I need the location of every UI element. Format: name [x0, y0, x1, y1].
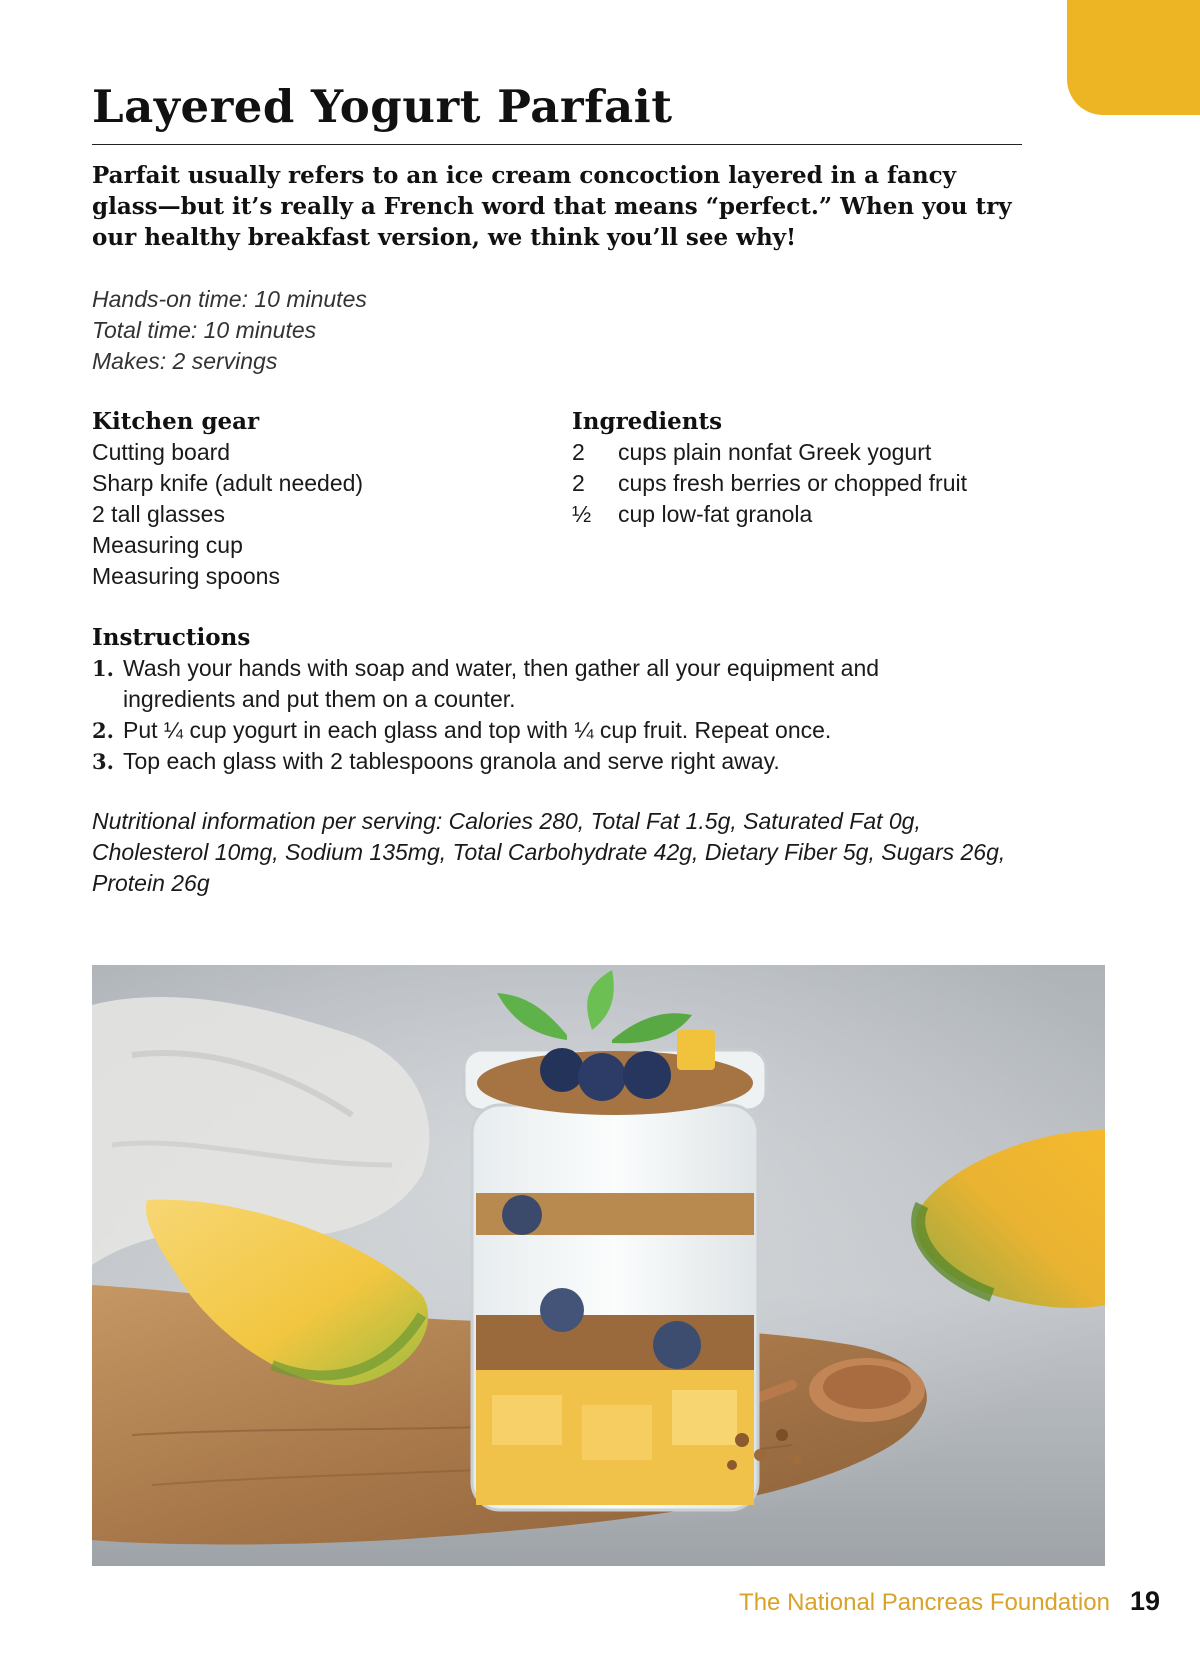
ingredient-text: cups plain nonfat Greek yogurt — [618, 439, 932, 465]
instruction-step — [92, 653, 992, 715]
servings: Makes: 2 servings — [92, 348, 278, 374]
instructions-heading: Instructions — [92, 624, 251, 651]
recipe-meta — [92, 284, 367, 377]
ingredient-row — [572, 499, 967, 530]
kitchen-gear-heading: Kitchen gear — [92, 408, 260, 435]
gear-item: Cutting board — [92, 439, 231, 465]
corner-tab — [1067, 0, 1200, 115]
kitchen-gear-section — [92, 406, 363, 592]
gear-item: Measuring spoons — [92, 563, 280, 589]
ingredient-qty: 2 — [572, 439, 585, 465]
hands-on-time: Hands-on time: 10 minutes — [92, 286, 367, 312]
step-number: 1. — [92, 656, 114, 681]
gear-item: Measuring cup — [92, 532, 243, 558]
gear-item: Sharp knife (adult needed) — [92, 470, 364, 496]
step-text: Put ¼ cup yogurt in each glass and top with ¼ cup fruit. Repeat once. — [123, 717, 832, 743]
instruction-step — [92, 746, 992, 777]
ingredient-row — [572, 437, 967, 468]
step-number: 2. — [92, 718, 114, 743]
page-footer — [739, 1586, 1160, 1617]
footer-organization: The National Pancreas Foundation — [739, 1589, 1110, 1616]
recipe-intro: Parfait usually refers to an ice cream concoction layered in a fancy glass—but it’s really a French word that means “perfect.” When you try our healthy breakfast version, we think you’ll see why! — [92, 162, 1012, 251]
recipe-title: Layered Yogurt Parfait — [92, 80, 673, 133]
step-text: Top each glass with 2 tablespoons granola and serve right away. — [123, 748, 780, 774]
ingredient-row — [572, 468, 967, 499]
title-divider — [92, 144, 1022, 145]
instruction-step — [92, 715, 992, 746]
ingredient-text: cup low-fat granola — [618, 501, 813, 527]
total-time: Total time: 10 minutes — [92, 317, 317, 343]
ingredient-text: cups fresh berries or chopped fruit — [618, 470, 968, 496]
step-number: 3. — [92, 749, 114, 774]
parfait-photo — [92, 965, 1105, 1566]
instructions-section — [92, 622, 992, 777]
step-text: Wash your hands with soap and water, then gather all your equipment and ingredients and put them on a counter. — [123, 655, 880, 712]
ingredient-qty: ½ — [572, 501, 592, 527]
ingredients-heading: Ingredients — [572, 408, 723, 435]
nutrition-info: Nutritional information per serving: Calories 280, Total Fat 1.5g, Saturated Fat 0g, Cholesterol 10mg, Sodium 135mg, Total Carbohydrate 42g, Dietary Fiber 5g, Sugars 26g, Protein 26g — [92, 808, 1006, 896]
ingredients-section — [572, 406, 967, 530]
gear-item: 2 tall glasses — [92, 501, 225, 527]
ingredient-qty: 2 — [572, 470, 585, 496]
page-number: 19 — [1129, 1586, 1160, 1616]
